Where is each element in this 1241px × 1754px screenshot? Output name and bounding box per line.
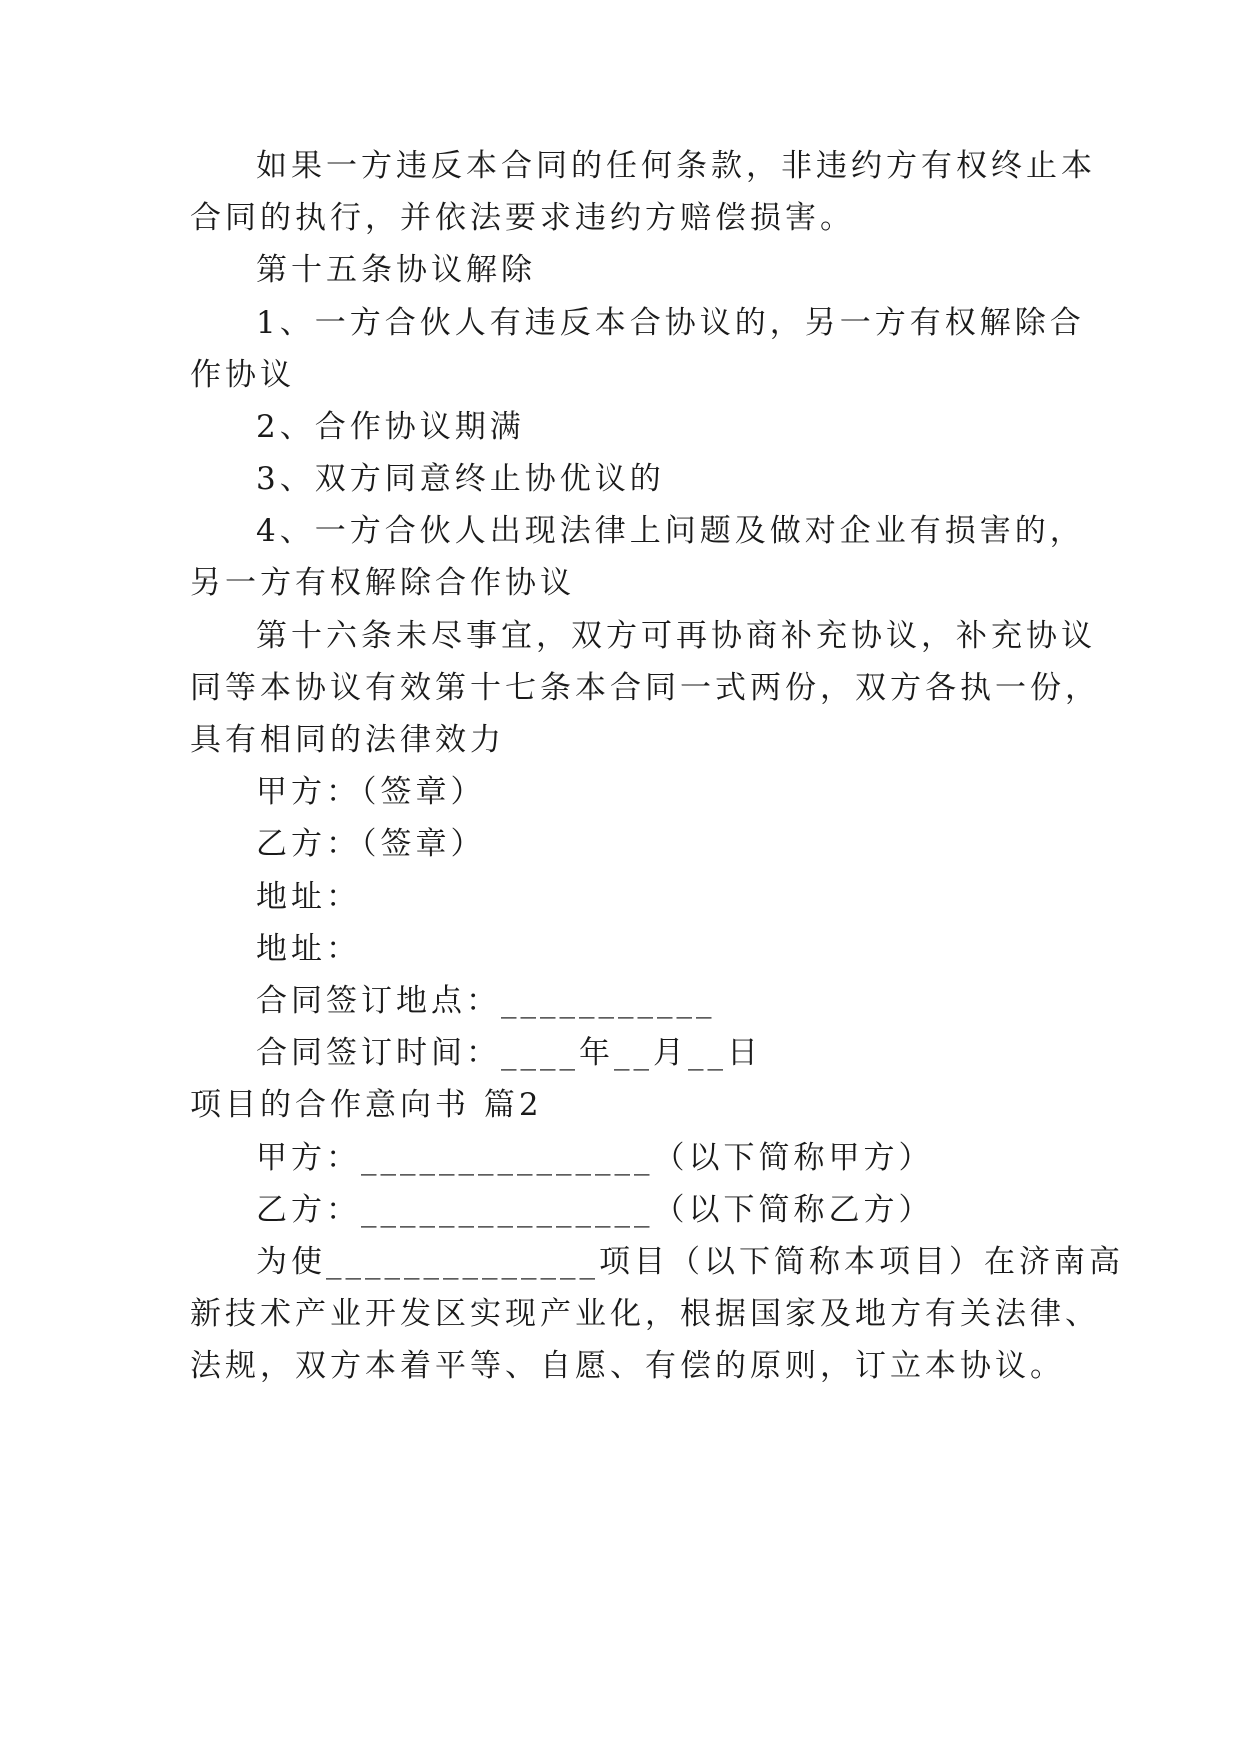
signature-party-b: 乙方：（签章） — [256, 826, 486, 862]
paragraph-line: 另一方有权解除合作协议 — [190, 565, 575, 601]
document-title: 项目的合作意向书 篇2 — [190, 1087, 543, 1123]
paragraph-line: 新技术产业开发区实现产业化，根据国家及地方有关法律、 — [190, 1296, 1100, 1332]
party-a-line: 甲方：_______________（以下简称甲方） — [256, 1140, 934, 1176]
paragraph-line: 1、一方合伙人有违反本合协议的，另一方有权解除合 — [256, 305, 1085, 341]
section-heading: 第十五条协议解除 — [256, 252, 536, 288]
paragraph-line: 3、双方同意终止协优议的 — [256, 461, 665, 497]
paragraph-line: 为使______________项目（以下简称本项目）在济南高 — [256, 1244, 1124, 1280]
party-b-line: 乙方：_______________（以下简称乙方） — [256, 1192, 934, 1228]
paragraph-line: 合同的执行，并依法要求违约方赔偿损害。 — [190, 200, 855, 236]
paragraph-line: 如果一方违反本合同的任何条款，非违约方有权终止本 — [256, 148, 1096, 184]
paragraph-line: 同等本协议有效第十七条本合同一式两份，双方各执一份， — [190, 670, 1100, 706]
paragraph-line: 法规，双方本着平等、自愿、有偿的原则，订立本协议。 — [190, 1348, 1065, 1384]
address-line: 地址： — [256, 931, 361, 967]
signing-place-line: 合同签订地点：___________ — [256, 983, 716, 1019]
signature-party-a: 甲方：（签章） — [256, 774, 486, 810]
paragraph-line: 2、合作协议期满 — [256, 409, 525, 445]
paragraph-line: 具有相同的法律效力 — [190, 722, 505, 758]
address-line: 地址： — [256, 879, 361, 915]
paragraph-line: 作协议 — [190, 357, 295, 393]
paragraph-line: 第十六条未尽事宜，双方可再协商补充协议，补充协议 — [256, 618, 1096, 654]
signing-date-line: 合同签订时间：____年__月__日 — [256, 1035, 762, 1071]
paragraph-line: 4、一方合伙人出现法律上问题及做对企业有损害的， — [256, 513, 1085, 549]
